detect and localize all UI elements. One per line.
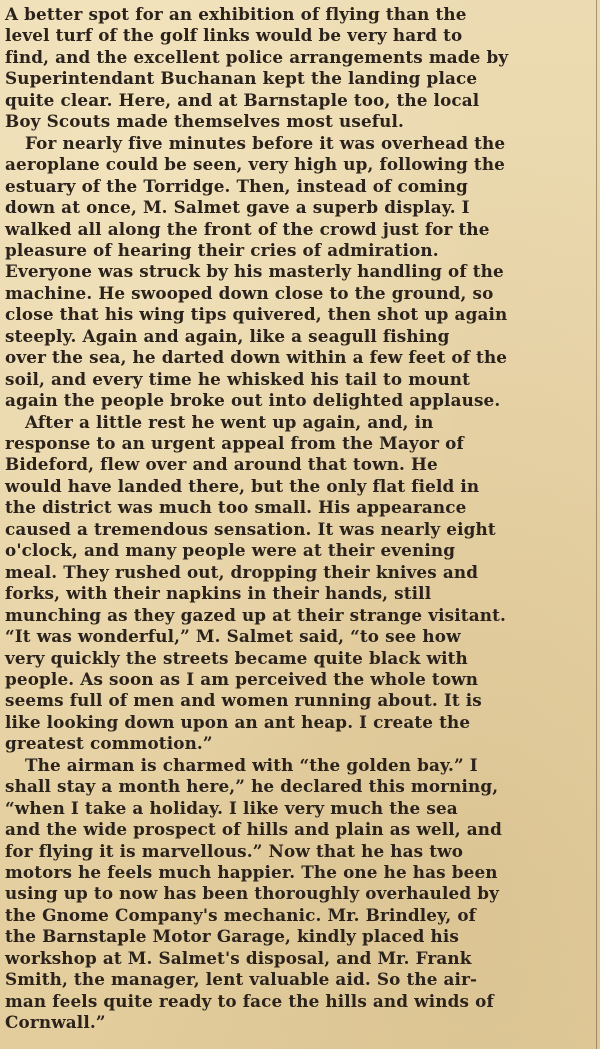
article-line: very quickly the streets became quite black with [5, 647, 468, 668]
article-line: munching as they gazed up at their strange visitant. [5, 604, 506, 625]
article-line: would have landed there, but the only flat field in [5, 475, 480, 496]
article-line: using up to now has been thoroughly overhauled by [5, 883, 500, 904]
article-line: steeply. Again and again, like a seagull fishing [5, 325, 450, 346]
article-line: The airman is charmed with “the golden bay.” I [25, 754, 478, 775]
article-line: soil, and every time he whisked his tail to mount [5, 368, 471, 389]
article-line: man feels quite ready to face the hills and winds of [5, 990, 494, 1011]
article-line: motors he feels much happier. The one he has been [5, 862, 498, 882]
article-line: the Gnome Company's mechanic. Mr. Brindley, of [5, 904, 477, 925]
article-line: shall stay a month here,” he declared this morning, [5, 776, 499, 797]
article-line: close that his wing tips quivered, then shot up again [5, 304, 508, 325]
article-line: and the wide prospect of hills and plain as well, and [5, 819, 503, 840]
article-line: “It was wonderful,” M. Salmet said, “to see how [5, 626, 461, 647]
article-line: A better spot for an exhibition of flying than the [5, 4, 467, 24]
article-line: again the people broke out into delighted applause. [5, 390, 501, 411]
article-line: like looking down upon an ant heap. I create the [5, 711, 471, 732]
article-line: Everyone was struck by his masterly handling of the [5, 261, 504, 282]
article-line: greatest commotion.” [5, 733, 213, 754]
article-line: pleasure of hearing their cries of admiration. [5, 239, 439, 260]
article-line: caused a tremendous sensation. It was nearly eight [5, 518, 496, 539]
article-line: “when I take a holiday. I like very much the sea [5, 797, 458, 818]
article-line: walked all along the front of the crowd just for the [5, 218, 490, 239]
article-line: Boy Scouts made themselves most useful. [5, 111, 405, 132]
article-line: find, and the excellent police arrangements made by [5, 46, 509, 67]
article-line: estuary of the Torridge. Then, instead of coming [5, 175, 468, 196]
article-line: quite clear. Here, and at Barnstaple too, the local [5, 89, 480, 110]
article-line: seems full of men and women running about. It is [5, 690, 482, 711]
article-line: aeroplane could be seen, very high up, following the [5, 154, 506, 175]
article-line: Superintendant Buchanan kept the landing place [5, 68, 478, 89]
article-line: forks, with their napkins in their hands, still [5, 583, 432, 604]
article-line: For nearly five minutes before it was overhead the [25, 132, 506, 153]
article-line: o'clock, and many people were at their evening [5, 540, 456, 561]
article-line: the district was much too small. His appearance [5, 497, 467, 518]
column-rule [596, 0, 597, 1049]
article-line: over the sea, he darted down within a few feet of the [5, 347, 508, 368]
article-line: people. As soon as I am perceived the whole town [5, 668, 479, 689]
article-line: down at once, M. Salmet gave a superb display. I [5, 197, 470, 218]
article-line: meal. They rushed out, dropping their knives and [5, 561, 479, 582]
article-line: level turf of the golf links would be very hard to [5, 25, 463, 46]
article-line: workshop at M. Salmet's disposal, and Mr. Frank [5, 947, 472, 968]
article-line: After a little rest he went up again, and, in [25, 411, 434, 432]
article-line: Cornwall.” [5, 1012, 106, 1033]
article-line: Bideford, flew over and around that town. He [5, 454, 438, 475]
article-line: Smith, the manager, lent valuable aid. So the air- [5, 969, 478, 990]
article-line: the Barnstaple Motor Garage, kindly placed his [5, 926, 459, 947]
article-line: machine. He swooped down close to the ground, so [5, 282, 494, 303]
article-line: for flying it is marvellous.” Now that he has two [5, 840, 464, 861]
article-line: response to an urgent appeal from the Mayor of [5, 433, 464, 453]
